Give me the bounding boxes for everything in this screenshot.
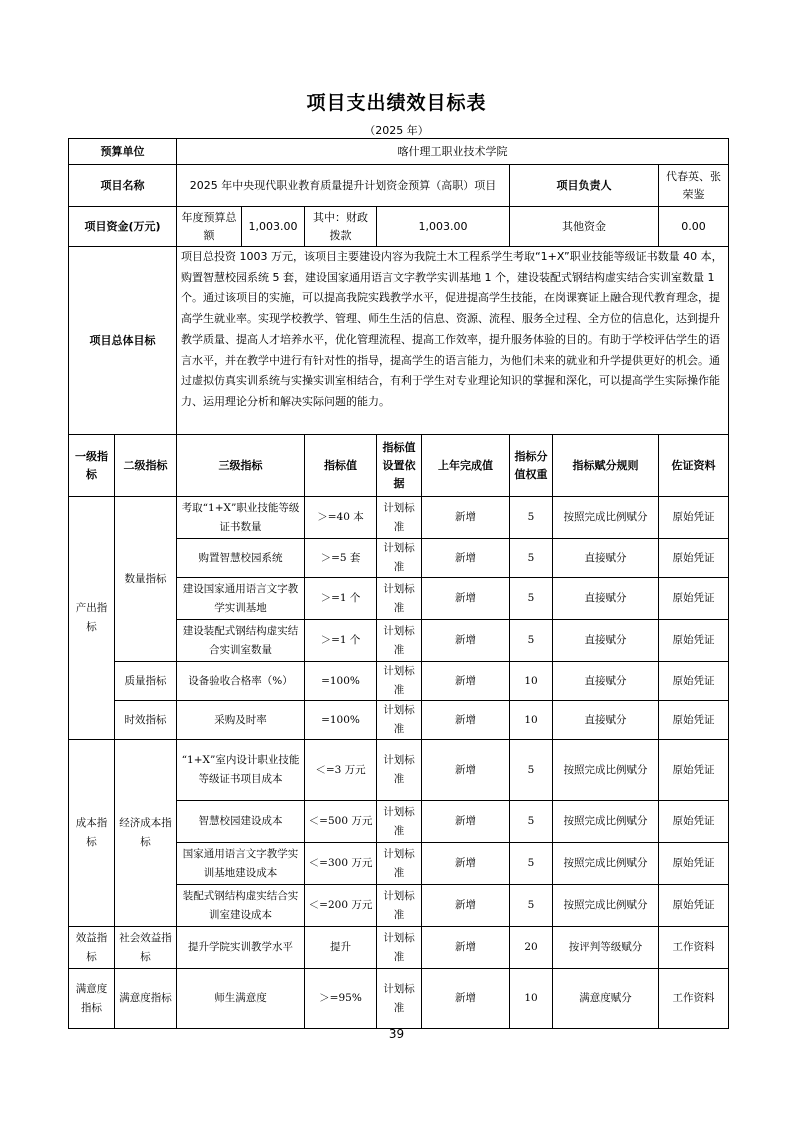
- project-goal-label: 项目总体目标: [69, 247, 177, 435]
- row-last: 新增: [422, 740, 510, 801]
- row-value: 提升: [305, 927, 377, 969]
- row-rule: 按评判等级赋分: [553, 927, 659, 969]
- other-fund-label: 其他资金: [510, 207, 659, 247]
- project-name-label: 项目名称: [69, 165, 177, 207]
- row-weight: 5: [510, 620, 553, 662]
- budget-unit-label: 预算单位: [69, 139, 177, 165]
- row-basis: 计划标准: [377, 927, 422, 969]
- header-evidence: 佐证资料: [659, 435, 729, 497]
- row-weight: 5: [510, 497, 553, 539]
- project-owner-value: 代春英、张荣鉴: [659, 165, 729, 207]
- row-rule: 按照完成比例赋分: [553, 885, 659, 927]
- row-last: 新增: [422, 539, 510, 578]
- page-title: 项目支出绩效目标表: [306, 92, 487, 114]
- project-name-row: [69, 165, 729, 207]
- header-level2: 二级指标: [115, 435, 177, 497]
- indicator-header-row: [69, 435, 729, 497]
- row-last: 新增: [422, 620, 510, 662]
- row-l3: 建设装配式钢结构虚实结合实训室数量: [177, 620, 305, 662]
- row-l3: 智慧校园建设成本: [177, 801, 305, 843]
- group-output: 产出指标: [69, 497, 115, 740]
- group-quantity: 数量指标: [115, 497, 177, 662]
- fiscal-fund-label: 其中：财政拨款: [305, 207, 377, 247]
- header-last-year: 上年完成值: [422, 435, 510, 497]
- group-economic-cost: 经济成本指标: [115, 740, 177, 927]
- header-basis: 指标值设置依据: [377, 435, 422, 497]
- row-value: ＞=1 个: [305, 620, 377, 662]
- row-rule: 直接赋分: [553, 539, 659, 578]
- group-quality: 质量指标: [115, 662, 177, 701]
- row-rule: 满意度赋分: [553, 969, 659, 1029]
- row-value: =100%: [305, 662, 377, 701]
- row-rule: 直接赋分: [553, 701, 659, 740]
- row-basis: 计划标准: [377, 578, 422, 620]
- row-evidence: 原始凭证: [659, 662, 729, 701]
- row-rule: 按照完成比例赋分: [553, 740, 659, 801]
- row-value: ＞=40 本: [305, 497, 377, 539]
- row-basis: 计划标准: [377, 662, 422, 701]
- row-last: 新增: [422, 578, 510, 620]
- header-rule: 指标赋分规则: [553, 435, 659, 497]
- table-row: [69, 662, 729, 701]
- row-evidence: 原始凭证: [659, 497, 729, 539]
- group-cost: 成本指标: [69, 740, 115, 927]
- group-satisfaction: 满意度指标: [69, 969, 115, 1029]
- row-l3: 国家通用语言文字教学实训基地建设成本: [177, 843, 305, 885]
- row-weight: 5: [510, 578, 553, 620]
- row-last: 新增: [422, 701, 510, 740]
- row-l3: 提升学院实训教学水平: [177, 927, 305, 969]
- row-basis: 计划标准: [377, 620, 422, 662]
- row-weight: 5: [510, 885, 553, 927]
- table-row: [69, 497, 729, 539]
- row-l3: 采购及时率: [177, 701, 305, 740]
- row-last: 新增: [422, 927, 510, 969]
- row-weight: 5: [510, 539, 553, 578]
- row-evidence: 原始凭证: [659, 701, 729, 740]
- row-rule: 按照完成比例赋分: [553, 843, 659, 885]
- project-goal-row: [69, 247, 729, 435]
- row-l3: 考取“1+X”职业技能等级证书数量: [177, 497, 305, 539]
- annual-budget-label: 年度预算总额: [177, 207, 242, 247]
- row-last: 新增: [422, 497, 510, 539]
- table-row: [69, 740, 729, 801]
- row-basis: 计划标准: [377, 885, 422, 927]
- row-weight: 5: [510, 801, 553, 843]
- row-evidence: 工作资料: [659, 969, 729, 1029]
- row-weight: 5: [510, 740, 553, 801]
- row-rule: 直接赋分: [553, 662, 659, 701]
- row-l3: 师生满意度: [177, 969, 305, 1029]
- row-value: ＞=95%: [305, 969, 377, 1029]
- budget-unit-row: [69, 139, 729, 165]
- header-level3: 三级指标: [177, 435, 305, 497]
- row-value: ＞=1 个: [305, 578, 377, 620]
- row-l3: 装配式钢结构虚实结合实训室建设成本: [177, 885, 305, 927]
- row-evidence: 原始凭证: [659, 885, 729, 927]
- row-last: 新增: [422, 885, 510, 927]
- row-basis: 计划标准: [377, 740, 422, 801]
- row-basis: 计划标准: [377, 701, 422, 740]
- row-last: 新增: [422, 843, 510, 885]
- annual-budget-value: 1,003.00: [242, 207, 305, 247]
- row-evidence: 原始凭证: [659, 539, 729, 578]
- performance-table: [68, 138, 729, 1029]
- project-fund-row: [69, 207, 729, 247]
- row-value: ＜=300 万元: [305, 843, 377, 885]
- row-weight: 20: [510, 927, 553, 969]
- table-row: [69, 969, 729, 1029]
- row-weight: 10: [510, 969, 553, 1029]
- group-social-benefit: 社会效益指标: [115, 927, 177, 969]
- row-weight: 5: [510, 843, 553, 885]
- fiscal-fund-value: 1,003.00: [377, 207, 510, 247]
- row-evidence: 原始凭证: [659, 578, 729, 620]
- group-satisfaction-sub: 满意度指标: [115, 969, 177, 1029]
- row-last: 新增: [422, 801, 510, 843]
- row-l3: “1+X”室内设计职业技能等级证书项目成本: [177, 740, 305, 801]
- page-number: 39: [388, 1027, 405, 1041]
- row-value: ＜=3 万元: [305, 740, 377, 801]
- row-rule: 直接赋分: [553, 620, 659, 662]
- row-value: =100%: [305, 701, 377, 740]
- row-evidence: 原始凭证: [659, 843, 729, 885]
- group-benefit: 效益指标: [69, 927, 115, 969]
- row-basis: 计划标准: [377, 539, 422, 578]
- project-name-value: 2025 年中央现代职业教育质量提升计划资金预算（高职）项目: [177, 165, 510, 207]
- table-row: [69, 701, 729, 740]
- row-l3: 设备验收合格率（%）: [177, 662, 305, 701]
- row-last: 新增: [422, 969, 510, 1029]
- row-basis: 计划标准: [377, 497, 422, 539]
- row-rule: 按照完成比例赋分: [553, 801, 659, 843]
- header-value: 指标值: [305, 435, 377, 497]
- row-weight: 10: [510, 662, 553, 701]
- row-l3: 建设国家通用语言文字教学实训基地: [177, 578, 305, 620]
- row-weight: 10: [510, 701, 553, 740]
- header-level1: 一级指标: [69, 435, 115, 497]
- row-l3: 购置智慧校园系统: [177, 539, 305, 578]
- other-fund-value: 0.00: [659, 207, 729, 247]
- row-last: 新增: [422, 662, 510, 701]
- table-row: [69, 927, 729, 969]
- year-label: （2025 年）: [364, 124, 429, 137]
- row-evidence: 工作资料: [659, 927, 729, 969]
- group-timeliness: 时效指标: [115, 701, 177, 740]
- budget-unit-value: 喀什理工职业技术学院: [177, 139, 729, 165]
- row-rule: 直接赋分: [553, 578, 659, 620]
- row-evidence: 原始凭证: [659, 740, 729, 801]
- header-weight: 指标分值权重: [510, 435, 553, 497]
- row-evidence: 原始凭证: [659, 801, 729, 843]
- row-value: ＞=5 套: [305, 539, 377, 578]
- row-basis: 计划标准: [377, 969, 422, 1029]
- project-fund-label: 项目资金(万元): [69, 207, 177, 247]
- row-basis: 计划标准: [377, 801, 422, 843]
- row-basis: 计划标准: [377, 843, 422, 885]
- row-value: ＜=200 万元: [305, 885, 377, 927]
- project-goal-text: 项目总投资 1003 万元，该项目主要建设内容为我院土木工程系学生考取“1+X”职业技能等级证书数量 40 本，购置智慧校园系统 5 套，建设国家通用语言文字教学实训基地 1 个，建设装配式钢结构虚实结合实训室数量 1 个。通过该项目的实施，可以提高我院实践教学水平，促进提高学生技能，在岗课赛证上融合现代教育理念，提高学生就业率。实现学校教学、管理、师生生活的信息、资源、流程、服务全过程、全方位的信息化，达到提升教学质量、提高人才培养水平，优化管理流程、提高工作效率，提升服务体验的目的。有助于学校评估学生的语言水平，并在教学中进行有针对性的指导，提高学生的语言能力，为他们未来的就业和升学提供更好的机会。通过虚拟仿真实训系统与实操实训室相结合，有利于学生对专业理论知识的掌握和深化，可以提高学生实际操作能力、运用理论分析和解决实际问题的能力。: [177, 247, 729, 435]
- row-value: ＜=500 万元: [305, 801, 377, 843]
- project-owner-label: 项目负责人: [510, 165, 659, 207]
- row-evidence: 原始凭证: [659, 620, 729, 662]
- row-rule: 按照完成比例赋分: [553, 497, 659, 539]
